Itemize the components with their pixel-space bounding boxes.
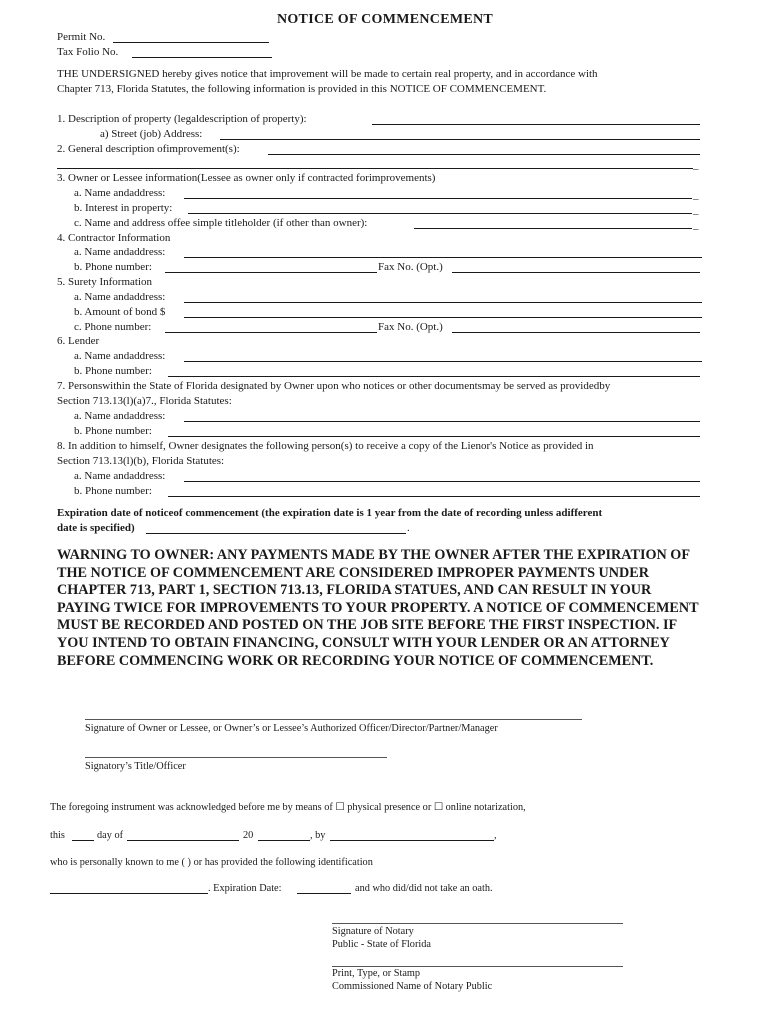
surety-phone-field[interactable] xyxy=(165,332,377,333)
copy-recipient-name-address-field[interactable] xyxy=(184,481,700,482)
expiration-date-label: . Expiration Date: xyxy=(208,883,282,894)
item-8a-label: a. Name andaddress: xyxy=(74,470,166,482)
id-expiration-field[interactable] xyxy=(297,893,351,894)
item-8b-label: b. Phone number: xyxy=(74,485,152,497)
contractor-fax-field[interactable] xyxy=(452,272,700,273)
trail-underscore: _ xyxy=(693,189,699,201)
item-5-label: 5. Surety Information xyxy=(57,276,153,288)
designee-name-address-field[interactable] xyxy=(184,421,700,422)
item-7a-label: a. Name andaddress: xyxy=(74,410,166,422)
item-7-line-1: 7. Personswithin the State of Florida designated by Owner upon who notices or other documentsmay be served as providedby xyxy=(57,380,611,392)
expiration-line-1: Expiration date of noticeof commencement (the expiration date is 1 year from the date of recording unless adifferent xyxy=(57,507,603,519)
day-of-label: day of xyxy=(97,830,124,841)
personally-known-text: who is personally known to me ( ) or has provided the following identification xyxy=(50,857,373,868)
physical-presence-label: physical presence or xyxy=(347,802,432,813)
lender-phone-field[interactable] xyxy=(168,376,700,377)
expiration-line-2: date is specified) xyxy=(57,522,135,534)
item-7-line-2: Section 713.13(l)(a)7., Florida Statutes: xyxy=(57,395,232,407)
form-title: NOTICE OF COMMENCEMENT xyxy=(276,12,494,27)
this-label: this xyxy=(50,830,65,841)
item-6-label: 6. Lender xyxy=(57,335,100,347)
online-notarization-label: online notarization, xyxy=(445,802,526,813)
oath-label: and who did/did not take an oath. xyxy=(355,883,493,894)
year-field[interactable] xyxy=(258,840,310,841)
trail-underscore: _ xyxy=(693,219,699,231)
copy-recipient-phone-field[interactable] xyxy=(168,496,700,497)
contractor-fax-label: Fax No. (Opt.) xyxy=(378,261,443,273)
expiration-date-field[interactable] xyxy=(146,533,406,534)
physical-presence-checkbox[interactable]: ☐ xyxy=(335,802,345,813)
improvement-description-field-2[interactable] xyxy=(57,168,693,169)
designee-phone-field[interactable] xyxy=(168,436,700,437)
by-label: , by xyxy=(310,830,326,841)
interest-in-property-field[interactable] xyxy=(188,213,692,214)
contractor-phone-field[interactable] xyxy=(165,272,377,273)
notary-print-label-1: Print, Type, or Stamp xyxy=(332,968,421,979)
surety-fax-field[interactable] xyxy=(452,332,700,333)
permit-no-field[interactable] xyxy=(113,42,269,43)
tax-folio-field[interactable] xyxy=(132,57,272,58)
permit-no-label: Permit No. xyxy=(57,31,106,43)
trail-period: . xyxy=(407,522,410,534)
street-address-field[interactable] xyxy=(220,139,700,140)
signatory-title-line[interactable] xyxy=(85,757,387,758)
item-2-label: 2. General description ofimprovement(s): xyxy=(57,143,240,155)
notary-signature-line[interactable] xyxy=(332,923,623,924)
item-3-label: 3. Owner or Lessee information(Lessee as owner only if contracted forimprovements) xyxy=(57,172,436,184)
acknowledged-prefix: The foregoing instrument was acknowledged before me by means of xyxy=(50,802,333,813)
contractor-name-address-field[interactable] xyxy=(184,257,702,258)
item-3b-label: b. Interest in property: xyxy=(74,202,173,214)
owner-signature-line[interactable] xyxy=(85,719,582,720)
notary-print-label-2: Commissioned Name of Notary Public xyxy=(332,981,493,992)
item-3a-label: a. Name andaddress: xyxy=(74,187,166,199)
surety-fax-label: Fax No. (Opt.) xyxy=(378,321,443,333)
tax-folio-label: Tax Folio No. xyxy=(57,46,119,58)
item-8-line-2: Section 713.13(l)(b), Florida Statutes: xyxy=(57,455,225,467)
online-notarization-checkbox[interactable]: ☐ xyxy=(433,802,444,813)
owner-signature-label: Signature of Owner or Lessee, or Owner’s or Lessee’s Authorized Officer/Director/Partner/Manager xyxy=(85,723,498,734)
intro-line-2: Chapter 713, Florida Statutes, the following information is provided in this NOTICE OF COMMENCEMENT. xyxy=(57,83,547,95)
intro-line-1: THE UNDERSIGNED hereby gives notice that improvement will be made to certain real property, and in accordance with xyxy=(57,68,598,80)
item-4-label: 4. Contractor Information xyxy=(57,232,171,244)
item-5a-label: a. Name andaddress: xyxy=(74,291,166,303)
warning-to-owner: WARNING TO OWNER: ANY PAYMENTS MADE BY THE OWNER AFTER THE EXPIRATION OF THE NOTICE OF COMMENCEMENT ARE CONSIDERED IMPROPER PAYMENTS UNDER CHAPTER 713, PART 1, SECTION 713.13, FLORIDA STATUES, AND CAN RESULT IN YOUR PAYING TWICE FOR IMPROVEMENTS TO YOUR PROPERTY. A NOTICE OF COMMENCEMENT MUST BE RECORDED AND POSTED ON THE JOB SITE BEFORE THE FIRST INSPECTION. IF YOU INTEND TO OBTAIN FINANCING, CONSULT WITH YOUR LENDER OR AN ATTORNEY BEFORE COMMENCING WORK OR RECORDING YOUR NOTICE OF COMMENCEMENT. xyxy=(57,547,699,669)
item-5b-label: b. Amount of bond $ xyxy=(74,306,166,318)
item-6b-label: b. Phone number: xyxy=(74,365,152,377)
year-prefix-label: 20 xyxy=(243,830,254,841)
trail-underscore: _ xyxy=(693,159,699,171)
item-1-label: 1. Description of property (legaldescription of property): xyxy=(57,113,307,125)
property-description-field[interactable] xyxy=(372,124,700,125)
item-6a-label: a. Name andaddress: xyxy=(74,350,166,362)
signatory-title-label: Signatory’s Title/Officer xyxy=(85,761,186,772)
trail-comma: , xyxy=(494,830,497,841)
acknowledgement-text xyxy=(50,801,526,815)
item-3c-label: c. Name and address offee simple titleholder (if other than owner): xyxy=(74,217,368,229)
bond-amount-field[interactable] xyxy=(184,317,702,318)
item-1a-label: a) Street (job) Address: xyxy=(100,128,203,140)
signer-name-field[interactable] xyxy=(330,840,494,841)
titleholder-field[interactable] xyxy=(414,228,692,229)
item-4a-label: a. Name andaddress: xyxy=(74,246,166,258)
item-4b-label: b. Phone number: xyxy=(74,261,152,273)
trail-underscore: _ xyxy=(693,204,699,216)
notary-signature-label-1: Signature of Notary xyxy=(332,926,414,937)
item-7b-label: b. Phone number: xyxy=(74,425,152,437)
month-field[interactable] xyxy=(127,840,239,841)
surety-name-address-field[interactable] xyxy=(184,302,702,303)
notary-signature-label-2: Public - State of Florida xyxy=(332,939,431,950)
item-8-line-1: 8. In addition to himself, Owner designates the following person(s) to receive a copy of the Lienor's Notice as provided in xyxy=(57,440,594,452)
improvement-description-field[interactable] xyxy=(268,154,700,155)
day-field[interactable] xyxy=(72,840,94,841)
owner-name-address-field[interactable] xyxy=(184,198,692,199)
item-5c-label: c. Phone number: xyxy=(74,321,152,333)
lender-name-address-field[interactable] xyxy=(184,361,702,362)
identification-field[interactable] xyxy=(50,893,208,894)
